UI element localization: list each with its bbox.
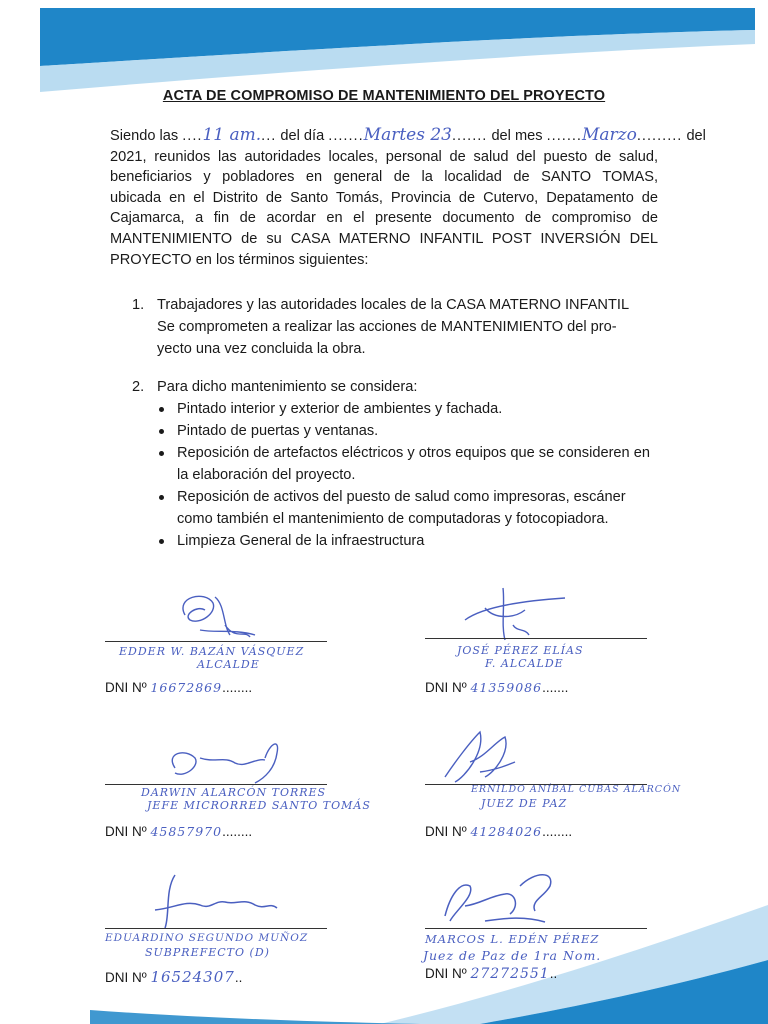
handwritten-month: Marzo [582, 125, 637, 145]
intro-line: beneficiarios y pobladores en general de la localidad de SANTO TOMAS, [110, 169, 658, 186]
signatory-name: JOSÉ PÉREZ ELÍAS [457, 644, 584, 657]
item-number: 2. [132, 379, 145, 395]
signatory-role: JUEZ DE PAZ [481, 797, 568, 810]
signatory-role: ALCALDE [197, 658, 260, 671]
signatory-name: EDUARDINO SEGUNDO MUÑOZ [105, 932, 309, 944]
signature-line [425, 928, 647, 929]
intro-line: PROYECTO en los términos siguientes: [110, 251, 369, 268]
dni-value: 16524307 [150, 968, 235, 986]
signatory-role: SUBPREFECTO (D) [145, 946, 270, 959]
dni-value: 45857970 [150, 824, 223, 839]
dni-value: 41284026 [470, 824, 543, 839]
signature-block-4 [425, 722, 682, 852]
intro-first-line: Siendo las ....11 am.... del día .......Martes 23....... del mes .......Marzo......... del [110, 125, 706, 145]
signature-line [105, 928, 327, 929]
numbered-item-2 [132, 376, 662, 398]
signatory-name: EDDER W. BAZÁN VÁSQUEZ [119, 645, 305, 658]
dni-label: DNI Nº [105, 824, 147, 839]
signatory-role: F. ALCALDE [485, 657, 564, 670]
signature-block-2 [425, 580, 665, 710]
bullet-list [157, 398, 662, 552]
signature-block-5 [105, 870, 345, 1000]
intro-line: MANTENIMIENTO de su CASA MATERNO INFANTIL POST INVERSIÓN DEL [110, 230, 658, 247]
dni-field: DNI Nº 16524307.. [105, 968, 243, 986]
intro-text-siendo: Siendo las [110, 128, 179, 144]
signature-line [105, 641, 327, 642]
signatory-name: MARCOS L. EDÉN PÉREZ [425, 932, 600, 946]
bullet-item: Reposición de activos del puesto de salud como impresoras, escáner como también el mantenimiento de computadoras y fotocopiadora. [157, 486, 662, 530]
bullet-item: Reposición de artefactos eléctricos y otros equipos que se consideren en la elaboración del proyecto. [157, 442, 662, 486]
intro-paragraph [110, 125, 706, 270]
bullet-item: Pintado interior y exterior de ambientes y fachada. [157, 398, 662, 420]
handwritten-day: Martes 23 [363, 125, 452, 145]
document-title: ACTA DE COMPROMISO DE MANTENIMIENTO DEL PROYECTO [162, 88, 606, 104]
item-text-line: yecto una vez concluida la obra. [157, 341, 366, 357]
intro-text-del: del [686, 128, 706, 144]
dni-field: DNI Nº 16672869........ [105, 680, 253, 695]
intro-line: Cajamarca, a fin de acordar en el presente documento de compromiso de [110, 210, 658, 227]
handwritten-hour: 11 am. [202, 125, 262, 145]
signatory-role: JEFE MICRORRED SANTO TOMÁS [147, 799, 371, 812]
dni-value: 16672869 [150, 680, 223, 695]
signature-line [105, 784, 327, 785]
signature-line [425, 638, 647, 639]
dni-value: 27272551 [470, 966, 550, 982]
numbered-item-1 [132, 294, 662, 360]
dni-field: DNI Nº 27272551.. [425, 966, 558, 982]
intro-line: ubicada en el Distrito de Santo Tomás, Provincia de Cutervo, Depatamento de [110, 189, 658, 206]
bullet-item: Limpieza General de la infraestructura [157, 530, 662, 552]
signatory-name: DARWIN ALARCÓN TORRES [141, 786, 327, 799]
signatory-role: Juez de Paz de 1ra Nom. [423, 948, 602, 963]
signature-scribble-6 [425, 866, 665, 930]
signature-scribble-4 [425, 722, 665, 788]
dni-label: DNI Nº [105, 680, 147, 695]
item-number: 1. [132, 297, 145, 313]
signature-block-3 [105, 728, 371, 858]
signature-scribble-1 [105, 585, 345, 645]
dni-label: DNI Nº [105, 970, 147, 985]
item-text: Para dicho mantenimiento se considera: [157, 379, 418, 395]
dni-label: DNI Nº [425, 824, 467, 839]
dni-field: DNI Nº 41284026........ [425, 824, 573, 839]
signatory-name: ERNILDO ANÍBAL CUBAS ALARCÓN [471, 784, 682, 795]
dni-label: DNI Nº [425, 680, 467, 695]
intro-text-dia: del día [280, 128, 325, 144]
intro-text-mes: del mes [491, 128, 543, 144]
item-text-line: Se comprometen a realizar las acciones de MANTENIMIENTO del pro- [157, 319, 617, 335]
dni-value: 41359086 [470, 680, 543, 695]
signature-scribble-3 [105, 728, 345, 788]
signature-block-6 [425, 866, 665, 996]
item-text-line: Trabajadores y las autoridades locales de la CASA MATERNO INFANTIL [157, 297, 630, 313]
footer-band-left [90, 1010, 420, 1024]
item-text [157, 294, 662, 360]
bullet-item: Pintado de puertas y ventanas. [157, 420, 662, 442]
dni-field: DNI Nº 45857970........ [105, 824, 253, 839]
dni-label: DNI Nº [425, 966, 467, 981]
signature-block-1 [105, 585, 345, 715]
signature-scribble-2 [425, 580, 665, 642]
signature-scribble-5 [105, 870, 345, 932]
intro-line: 2021, reunidos las autoridades locales, personal de salud del puesto de salud, [110, 148, 658, 165]
dni-field: DNI Nº 41359086....... [425, 680, 569, 695]
